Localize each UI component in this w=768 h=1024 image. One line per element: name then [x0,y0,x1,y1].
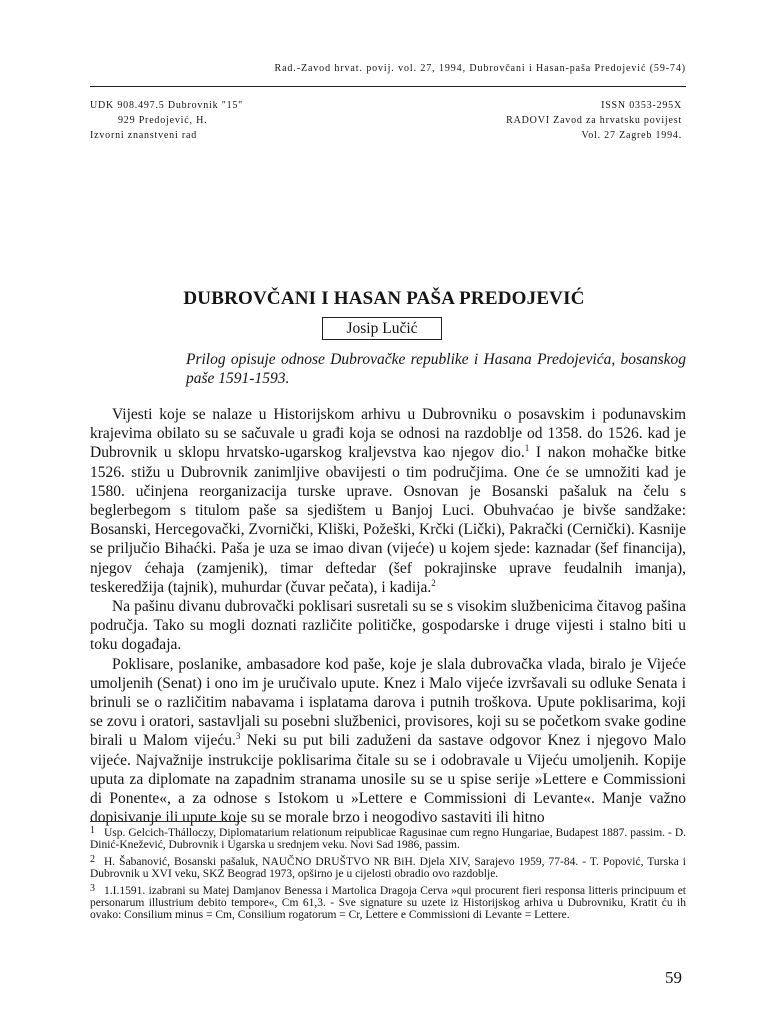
footnote-number: 2 [90,853,95,865]
paragraph-text: Vijesti koje se nalaze u Historijskom arhivu u Dubrovniku o posavskim i podunavskim krajevima obilato su se sačuvale u građi koja se odnosi na razdoblje od 1358. do 1526. kad je Dubrovnik u sklopu hrvatsko-ugarskog kraljevstva kao njegov dio. [90,406,686,462]
paragraph [90,655,686,828]
paragraph-text: I nakon mohačke bitke 1526. stižu u Dubrovnik zanimljive obavijesti o tim područjima. One će se umnožiti kad je 1580. učinjena reorganizacija turske uprave. Osnovan je Bosanski pašaluk na čelu s beglerbegom s titulom paše sa sjedištem u Banjoj Luci. Obuhvaćao je bivše sandžake: Bosanski, Hercegovački, Zvornički, Kliški, Požeški, Krčki (Lički), Pakrački (Cernički). Kasnije se priljučio Bihaćki. Paša je uza se imao divan (vijeće) u kojem sjede: kaznadar (šef financija), njegov ćehaja (zamjenik), timar deftedar (šef pokrajinske uprave feudalnih imanja), teskeredžija (tajnik), muhurdar (čuvar pečata), i kadija. [90,444,686,596]
journal-name: RADOVI Zavod za hrvatsku povijest [506,115,682,126]
page-number: 59 [665,968,682,987]
paragraph-text: Poklisare, poslanike, ambasadore kod paše, koje je slala dubrovačka vlada, biralo je Vijeće umoljenih (Senat) i ono im je uručivalo upute. Knez i Malo vijeće izvršavali su odluke Senata i brinuli se o različitim nabavama i isplatama darova i putnih troškova. Upute poklisarima, koji se zovu i oratori, sastavljali su posebni službenici, provisores, koji su se početkom svake godine birali u Malom vijeću. [90,655,686,750]
article-title: DUBROVČANI I HASAN PAŠA PREDOJEVIĆ [183,288,585,309]
footnote [90,883,686,922]
paragraph [90,405,686,597]
footnote-number: 3 [90,882,95,894]
footnotes [90,825,686,924]
footnote-ref: 1 [524,443,530,454]
paragraph [90,597,686,655]
running-head: Rad.-Zavod hrvat. povij. vol. 27, 1994, Dubrovčani i Hasan-paša Predojević (59-74) [274,63,686,74]
footnote-text: H. Šabanović, Bosanski pašaluk, NAUČNO DRUŠTVO NR BiH. Djela XIV, Sarajevo 1959, 77-84. - T. Popović, Turska i Dubrovnik u XVI veku, SKZ Beograd 1973, opširno je u cijelosti obradio ovo razdoblje. [90,855,686,881]
udk-line: UDK 908.497.5 Dubrovnik "15" [90,100,244,111]
paragraph-text: Neki su put bili zaduženi da sastave odgovor Knez i njegovo Malo vijeće. Najvažnije instrukcije poklisarima čitale su se i odobravale u Vijeću umoljenih. Kopije uputa za diplomate na zapadnim stranama unosile su se u spise serije »Lettere e Commissioni di Ponente«, a za odnose s Istokom u »Lettere e Commissioni di Levante«. Manje važno dopisivanje ili upute koje su se morale brzo i neogodivo sastaviti ili hitno [90,732,686,827]
footnote [90,854,686,881]
footnote [90,825,686,852]
article-type: Izvorni znanstveni rad [90,130,198,141]
footnote-text: 1.I.1591. izabrani su Matej Damjanov Benessa i Martolica Dragoja Cerva »qui procurent fieri responsa litteris principuum et personarum illustrium debito tempore«, Cm 61,3. - Sve signature su uzete iz Historijskog arhiva u Dubrovniku, Kratit ću ih ovako: Consilium minus = Cm, Consilium rogatorum = Cr, Lettere e Commissioni di Levante = Lettere. [90,884,686,922]
journal-volume: Vol. 27 Zagreb 1994. [581,130,682,141]
footnote-text: Usp. Gelcich-Thálloczy, Diplomatarium relationum reipublicae Ragusinae cum regno Hungariae, Budapest 1887. passim. - D. Dinić-Knežević, Dubrovnik i Ugarska u srednjem veku. Novi Sad 1986, passim. [90,827,686,852]
footnote-ref: 2 [431,577,436,588]
footnote-rule [90,821,240,822]
footnote-number: 1 [90,825,95,836]
abstract: Prilog opisuje odnose Dubrovačke republike i Hasana Predojevića, bosanskog paše 1591-1593. [186,351,686,387]
footnote-ref: 3 [235,731,241,742]
article-body [90,405,686,827]
udk-subject-line: 929 Predojević, H. [118,115,208,126]
issn-line: ISSN 0353-295X [601,100,682,111]
classification-block [90,98,243,143]
author-name: Josip Lučić [322,317,442,340]
header-rule [90,86,686,87]
journal-block [506,98,682,143]
paragraph-text: Na pašinu divanu dubrovački poklisari susretali su se s visokim službenicima čitavog pašina područja. Tako su mogli doznati različite političke, gospodarske i druge vijesti i stalno biti u toku događaja. [90,598,686,654]
